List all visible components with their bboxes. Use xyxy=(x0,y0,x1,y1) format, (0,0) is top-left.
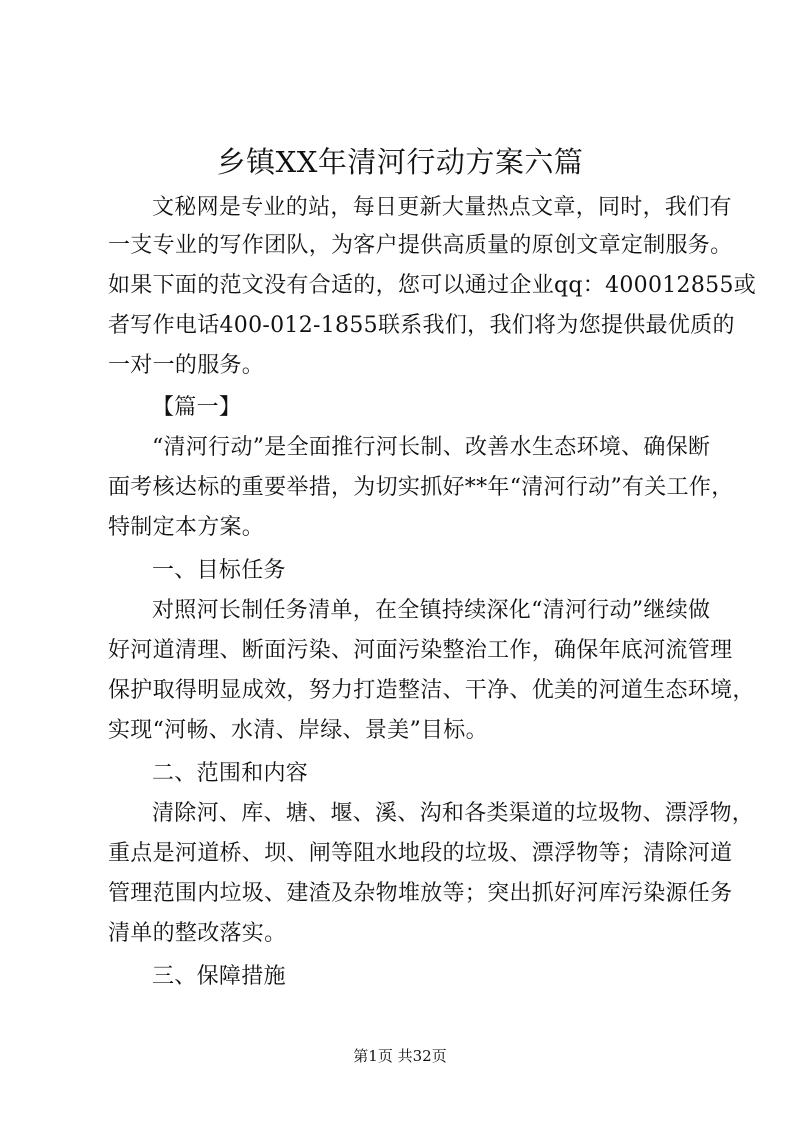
heading-scope: 二、范围和内容 xyxy=(152,761,309,786)
heading-measures: 三、保障措施 xyxy=(152,964,286,989)
intro-line-1: 文秘网是专业的站，每日更新大量热点文章，同时，我们有 xyxy=(152,195,732,220)
paragraph-3-line-2: 重点是河道桥、坝、闸等阻水地段的垃圾、漂浮物等；清除河道 xyxy=(108,841,733,866)
paragraph-3-line-3: 管理范围内垃圾、建渣及杂物堆放等；突出抓好河库污染源任务 xyxy=(108,881,733,906)
paragraph-3-line-4: 清单的整改落实。 xyxy=(108,921,287,946)
document-title: 乡镇XX年清河行动方案六篇 xyxy=(216,145,584,179)
heading-targets: 一、目标任务 xyxy=(152,558,286,583)
intro-line-4: 者写作电话400-012-1855联系我们，我们将为您提供最优质的 xyxy=(108,313,735,338)
paragraph-2-line-2: 好河道清理、断面污染、河面污染整治工作，确保年底河流管理 xyxy=(108,638,733,663)
paragraph-2-line-3: 保护取得明显成效，努力打造整洁、干净、优美的河道生态环境， xyxy=(108,678,755,703)
paragraph-3-line-1: 清除河、库、塘、堰、溪、沟和各类渠道的垃圾物、漂浮物， xyxy=(152,801,755,826)
paragraph-1-line-2: 面考核达标的重要举措，为切实抓好**年“清河行动”有关工作， xyxy=(108,475,734,500)
section-label-part-one: 【篇一】 xyxy=(152,395,242,420)
intro-line-3: 如果下面的范文没有合适的，您可以通过企业qq：400012855或 xyxy=(108,273,757,298)
paragraph-1-line-1: “清河行动”是全面推行河长制、改善水生态环境、确保断 xyxy=(152,435,711,460)
intro-line-2: 一支专业的写作团队，为客户提供高质量的原创文章定制服务。 xyxy=(108,233,733,258)
paragraph-2-line-1: 对照河长制任务清单，在全镇持续深化“清河行动”继续做 xyxy=(152,598,711,623)
paragraph-1-line-3: 特制定本方案。 xyxy=(108,515,265,540)
paragraph-2-line-4: 实现“河畅、水清、岸绿、景美”目标。 xyxy=(108,718,488,743)
intro-line-5: 一对一的服务。 xyxy=(108,353,265,378)
page-footer: 第1页 共32页 xyxy=(353,1047,447,1065)
